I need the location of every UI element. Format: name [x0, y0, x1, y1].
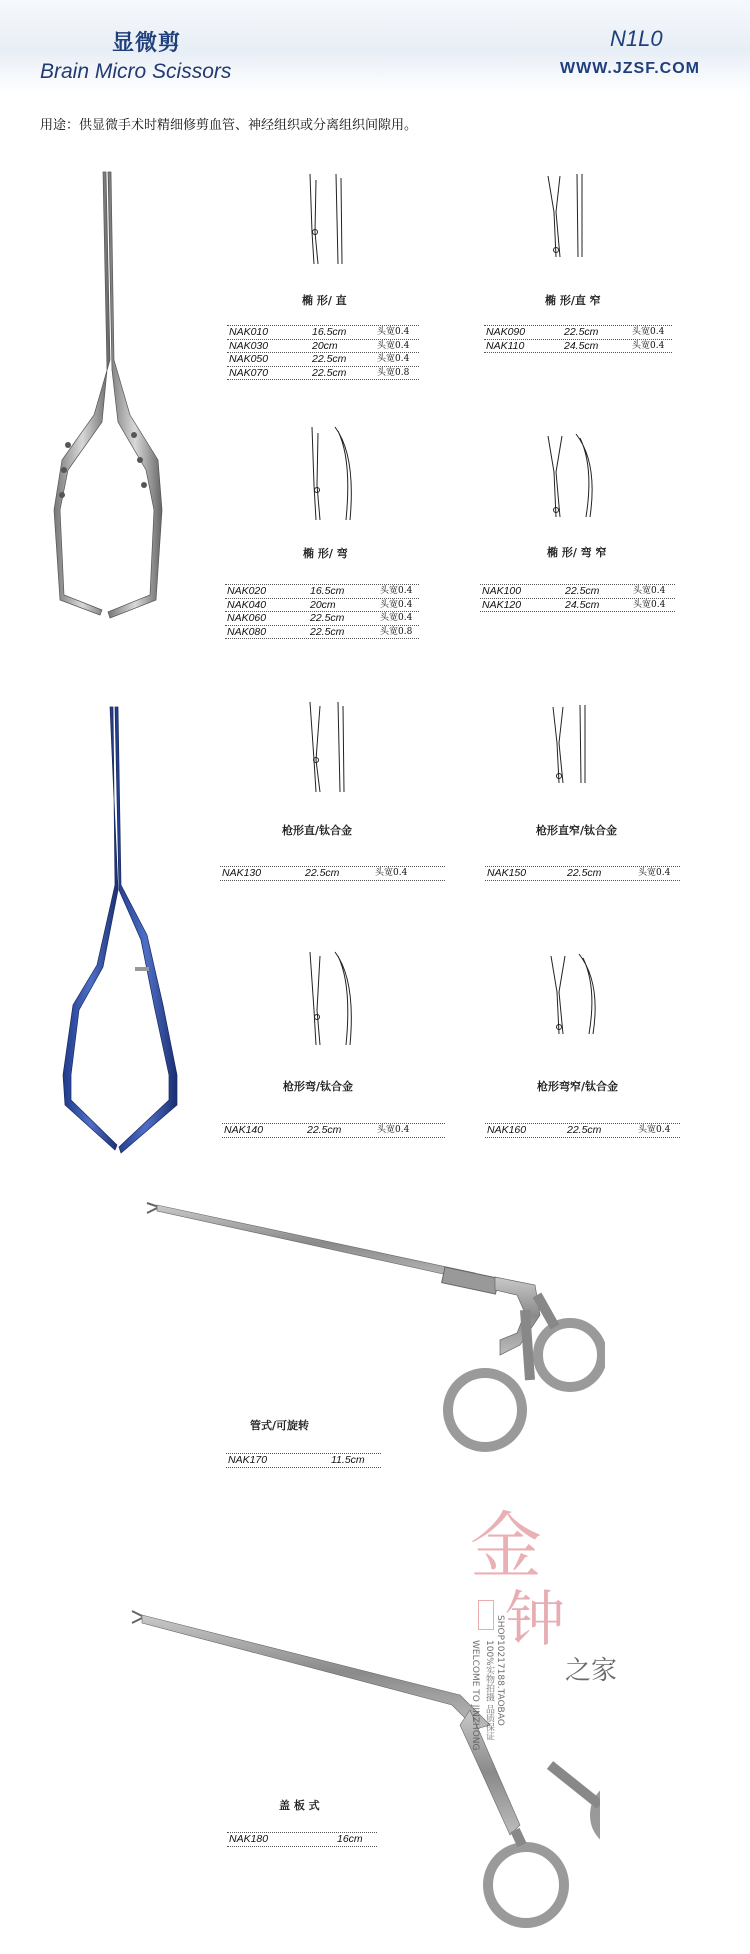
tube-scissors-photo	[145, 1195, 605, 1495]
spec-table-ti-curved	[222, 1123, 445, 1138]
table-row: NAK010 16.5cm 头宽0.4	[227, 325, 419, 339]
curved-narrow-tip-drawing	[540, 432, 610, 522]
caption-straight: 椭 形/ 直	[302, 294, 347, 307]
watermark-char-zhong: 钟	[505, 1585, 565, 1655]
straight-tip-drawing	[298, 172, 358, 267]
table-row: NAK020 16.5cm 头宽0.4	[225, 584, 419, 598]
micro-scissors-photo	[50, 170, 170, 630]
caption-cover: 盖 板 式	[279, 1799, 320, 1812]
caption-ti-curved: 枪形弯/钛合金	[283, 1080, 354, 1093]
table-row: NAK040 20cm 头宽0.4	[225, 598, 419, 612]
table-row: NAK160 22.5cm 头宽0.4	[485, 1123, 680, 1138]
table-row: NAK130 22.5cm 头宽0.4	[220, 866, 445, 881]
watermark-quality: 100%实物拍摄 品质保证	[484, 1640, 494, 1741]
ti-curved-narrow-tip-drawing	[543, 952, 613, 1042]
spec-table-curved	[225, 584, 419, 639]
caption-tube: 管式/可旋转	[250, 1419, 310, 1432]
ti-curved-tip-drawing	[300, 950, 370, 1050]
table-row: NAK070 22.5cm 头宽0.8	[227, 366, 419, 381]
table-row: NAK060 22.5cm 头宽0.4	[225, 611, 419, 625]
spec-table-tube	[226, 1453, 381, 1468]
table-row: NAK030 20cm 头宽0.4	[227, 339, 419, 353]
title-chinese: 显微剪	[112, 31, 182, 56]
spec-table-ti-straight	[220, 866, 445, 881]
cover-scissors-photo	[130, 1605, 600, 1950]
caption-ti-curved-narrow: 枪形弯窄/钛合金	[537, 1080, 619, 1093]
table-row: NAK100 22.5cm 头宽0.4	[480, 584, 675, 598]
table-row: NAK120 24.5cm 头宽0.4	[480, 598, 675, 613]
watermark-char-zhijia: 之家	[565, 1656, 618, 1686]
caption-curved-narrow: 椭 形/ 弯 窄	[547, 546, 607, 559]
website-link[interactable]: WWW.JZSF.COM	[560, 60, 700, 77]
watermark-shop: SHOP10217188.TAOBAO	[495, 1615, 505, 1726]
caption-straight-narrow: 椭 形/直 窄	[545, 294, 601, 307]
watermark-welcome: WELCOME TO JINZHONG	[470, 1640, 480, 1751]
table-row: NAK050 22.5cm 头宽0.4	[227, 352, 419, 366]
spec-table-cover	[227, 1832, 377, 1847]
catalog-code: N1L0	[610, 26, 663, 51]
table-row: NAK140 22.5cm 头宽0.4	[222, 1123, 445, 1138]
caption-ti-straight-narrow: 枪形直窄/钛合金	[536, 824, 618, 837]
table-row: NAK150 22.5cm 头宽0.4	[485, 866, 680, 881]
spec-table-curved-narrow	[480, 584, 675, 612]
usage-description: 用途：供显微手术时精细修剪血管、神经组织或分离组织间隙用。	[40, 118, 418, 133]
curved-tip-drawing	[300, 425, 370, 525]
straight-narrow-tip-drawing	[540, 172, 600, 262]
spec-table-ti-curved-narrow	[485, 1123, 680, 1138]
spec-table-straight-narrow	[484, 325, 672, 353]
titanium-scissors-photo	[55, 705, 195, 1160]
spec-table-straight	[227, 325, 419, 380]
title-english: Brain Micro Scissors	[40, 60, 232, 83]
caption-ti-straight: 枪形直/钛合金	[282, 824, 353, 837]
ti-straight-tip-drawing	[300, 700, 360, 795]
caption-curved: 椭 形/ 弯	[303, 547, 348, 560]
watermark-seal-icon	[478, 1600, 494, 1630]
table-row: NAK180 16cm	[227, 1832, 377, 1847]
spec-table-ti-straight-narrow	[485, 866, 680, 881]
ti-straight-narrow-tip-drawing	[545, 703, 605, 791]
table-row: NAK080 22.5cm 头宽0.8	[225, 625, 419, 640]
table-row: NAK170 11.5cm	[226, 1453, 381, 1468]
table-row: NAK090 22.5cm 头宽0.4	[484, 325, 672, 339]
table-row: NAK110 24.5cm 头宽0.4	[484, 339, 672, 354]
watermark-char-jin: 金	[470, 1504, 543, 1588]
page-header	[0, 0, 750, 92]
